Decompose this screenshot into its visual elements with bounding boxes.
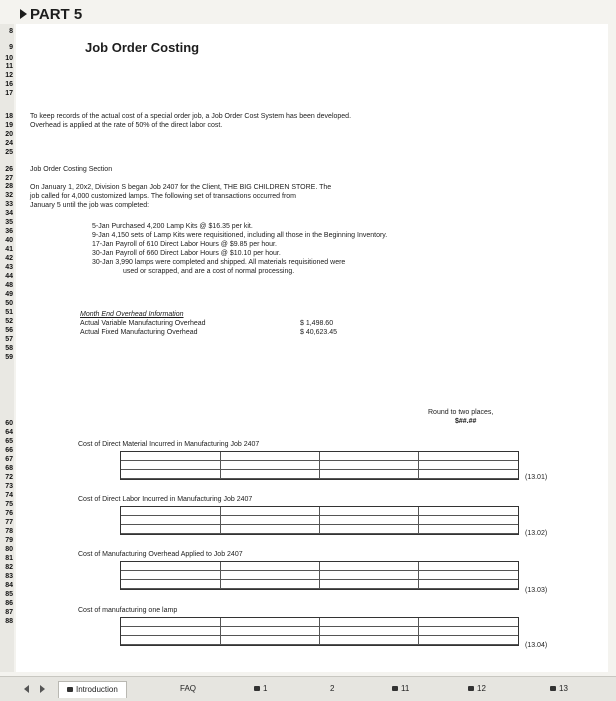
lock-icon [392,686,398,691]
row-number: 9 [9,44,13,51]
row-number-column [0,24,14,672]
row-number: 76 [5,510,13,517]
transaction-2: 9-Jan 4,150 sets of Lamp Kits were requisitioned, including all those in the Beginning Inventory. [92,232,388,239]
row-number: 67 [5,456,13,463]
transaction-5: 30-Jan 3,990 lamps were completed and shipped. All materials requisitioned were [92,259,346,266]
tab-label: 12 [477,684,486,693]
lock-icon [67,687,73,692]
row-number: 82 [5,564,13,571]
row-number: 49 [5,291,13,298]
row-number: 72 [5,474,13,481]
intro-line-2: Overhead is applied at the rate of 50% of the direct labor cost. [30,122,223,129]
transaction-4: 30-Jan Payroll of 660 Direct Labor Hours @ $10.10 per hour. [92,250,281,257]
scroll-tabs-left-icon[interactable] [24,685,29,693]
paragraph-line-1: On January 1, 20x2, Division S began Job 2407 for the Client, THE BIG CHILDREN STORE. The [30,184,332,191]
row-number: 20 [5,131,13,138]
overhead-variable-label: Actual Variable Manufacturing Overhead [80,320,206,327]
transaction-1: 5-Jan Purchased 4,200 Lamp Kits @ $16.35 per kit. [92,223,253,230]
row-number: 58 [5,345,13,352]
question-ref-2: (13.02) [525,530,548,537]
tab-label: 2 [330,684,335,693]
row-number: 86 [5,600,13,607]
row-number: 66 [5,447,13,454]
row-number: 32 [5,192,13,199]
paragraph-line-3: January 5 until the job was completed: [30,202,150,209]
row-number: 10 [5,55,13,62]
row-number: 56 [5,327,13,334]
tab-label: Introduction [76,685,118,694]
row-number: 77 [5,519,13,526]
tab-12[interactable] [468,681,486,697]
row-number: 28 [5,183,13,190]
transaction-5-continued: used or scrapped, and are a cost of normal processing. [123,268,295,275]
row-number: 25 [5,149,13,156]
lock-icon [550,686,556,691]
row-number: 48 [5,282,13,289]
tab-faq[interactable] [180,681,196,697]
tab-label: FAQ [180,684,197,693]
row-number: 42 [5,255,13,262]
row-number: 80 [5,546,13,553]
question-label-1: Cost of Direct Material Incurred in Manufacturing Job 2407 [78,441,260,448]
sheet-tab-bar [0,676,616,701]
row-number: 35 [5,219,13,226]
row-number: 83 [5,573,13,580]
row-number: 59 [5,354,13,361]
row-number: 74 [5,492,13,499]
row-number: 19 [5,122,13,129]
answer-box-3[interactable] [120,561,519,590]
month-end-heading: Month End Overhead Information [80,311,184,318]
row-number: 73 [5,483,13,490]
row-number: 79 [5,537,13,544]
transaction-3: 17-Jan Payroll of 610 Direct Labor Hours @ $9.85 per hour. [92,241,277,248]
row-number: 40 [5,237,13,244]
overhead-fixed-label: Actual Fixed Manufacturing Overhead [80,329,198,336]
row-number: 43 [5,264,13,271]
tab-1[interactable] [254,681,267,697]
intro-line-1: To keep records of the actual cost of a special order job, a Job Order Cost System has been developed. [30,113,352,120]
row-number: 57 [5,336,13,343]
row-number: 75 [5,501,13,508]
question-label-2: Cost of Direct Labor Incurred in Manufacturing Job 2407 [78,496,253,503]
sheet-header [0,0,616,24]
row-number: 8 [9,28,13,35]
row-number: 51 [5,309,13,316]
question-ref-4: (13.04) [525,642,548,649]
part-marker-icon [20,9,27,19]
tab-introduction[interactable] [58,681,127,698]
question-ref-3: (13.03) [525,587,548,594]
row-number: 60 [5,420,13,427]
row-number: 65 [5,438,13,445]
page-title: Job Order Costing [85,40,200,55]
round-format: $##.## [455,418,477,425]
row-number: 17 [5,90,13,97]
question-label-4: Cost of manufacturing one lamp [78,607,178,614]
row-number: 26 [5,166,13,173]
question-ref-1: (13.01) [525,474,548,481]
round-note: Round to two places, [428,409,494,416]
answer-box-2[interactable] [120,506,519,535]
row-number: 12 [5,72,13,79]
row-number: 52 [5,318,13,325]
part-title: PART 5 [30,6,83,23]
row-number: 81 [5,555,13,562]
row-number: 87 [5,609,13,616]
paragraph-line-2: job called for 4,000 customized lamps. The following set of transactions occurred from [30,193,296,200]
tab-label: 11 [401,684,410,693]
row-number: 34 [5,210,13,217]
answer-box-4[interactable] [120,617,519,646]
tab-label: 1 [263,684,268,693]
scroll-tabs-right-icon[interactable] [40,685,45,693]
tab-label: 13 [559,684,568,693]
overhead-variable-value: $ 1,498.60 [300,320,334,327]
row-number: 16 [5,81,13,88]
row-number: 84 [5,582,13,589]
row-number: 68 [5,465,13,472]
tab-13[interactable] [550,681,568,697]
tab-2[interactable] [330,681,334,697]
overhead-fixed-value: $ 40,623.45 [300,329,337,336]
row-number: 27 [5,175,13,182]
row-number: 78 [5,528,13,535]
answer-box-1[interactable] [120,451,519,480]
row-number: 85 [5,591,13,598]
row-number: 88 [5,618,13,625]
row-number: 44 [5,273,13,280]
question-label-3: Cost of Manufacturing Overhead Applied to Job 2407 [78,551,243,558]
section-label: Job Order Costing Section [30,166,113,173]
row-number: 24 [5,140,13,147]
row-number: 33 [5,201,13,208]
row-number: 18 [5,113,13,120]
tab-11[interactable] [392,681,409,697]
row-number: 50 [5,300,13,307]
row-number: 11 [5,63,13,70]
lock-icon [468,686,474,691]
row-number: 64 [5,429,13,436]
lock-icon [254,686,260,691]
row-number: 36 [5,228,13,235]
row-number: 41 [5,246,13,253]
